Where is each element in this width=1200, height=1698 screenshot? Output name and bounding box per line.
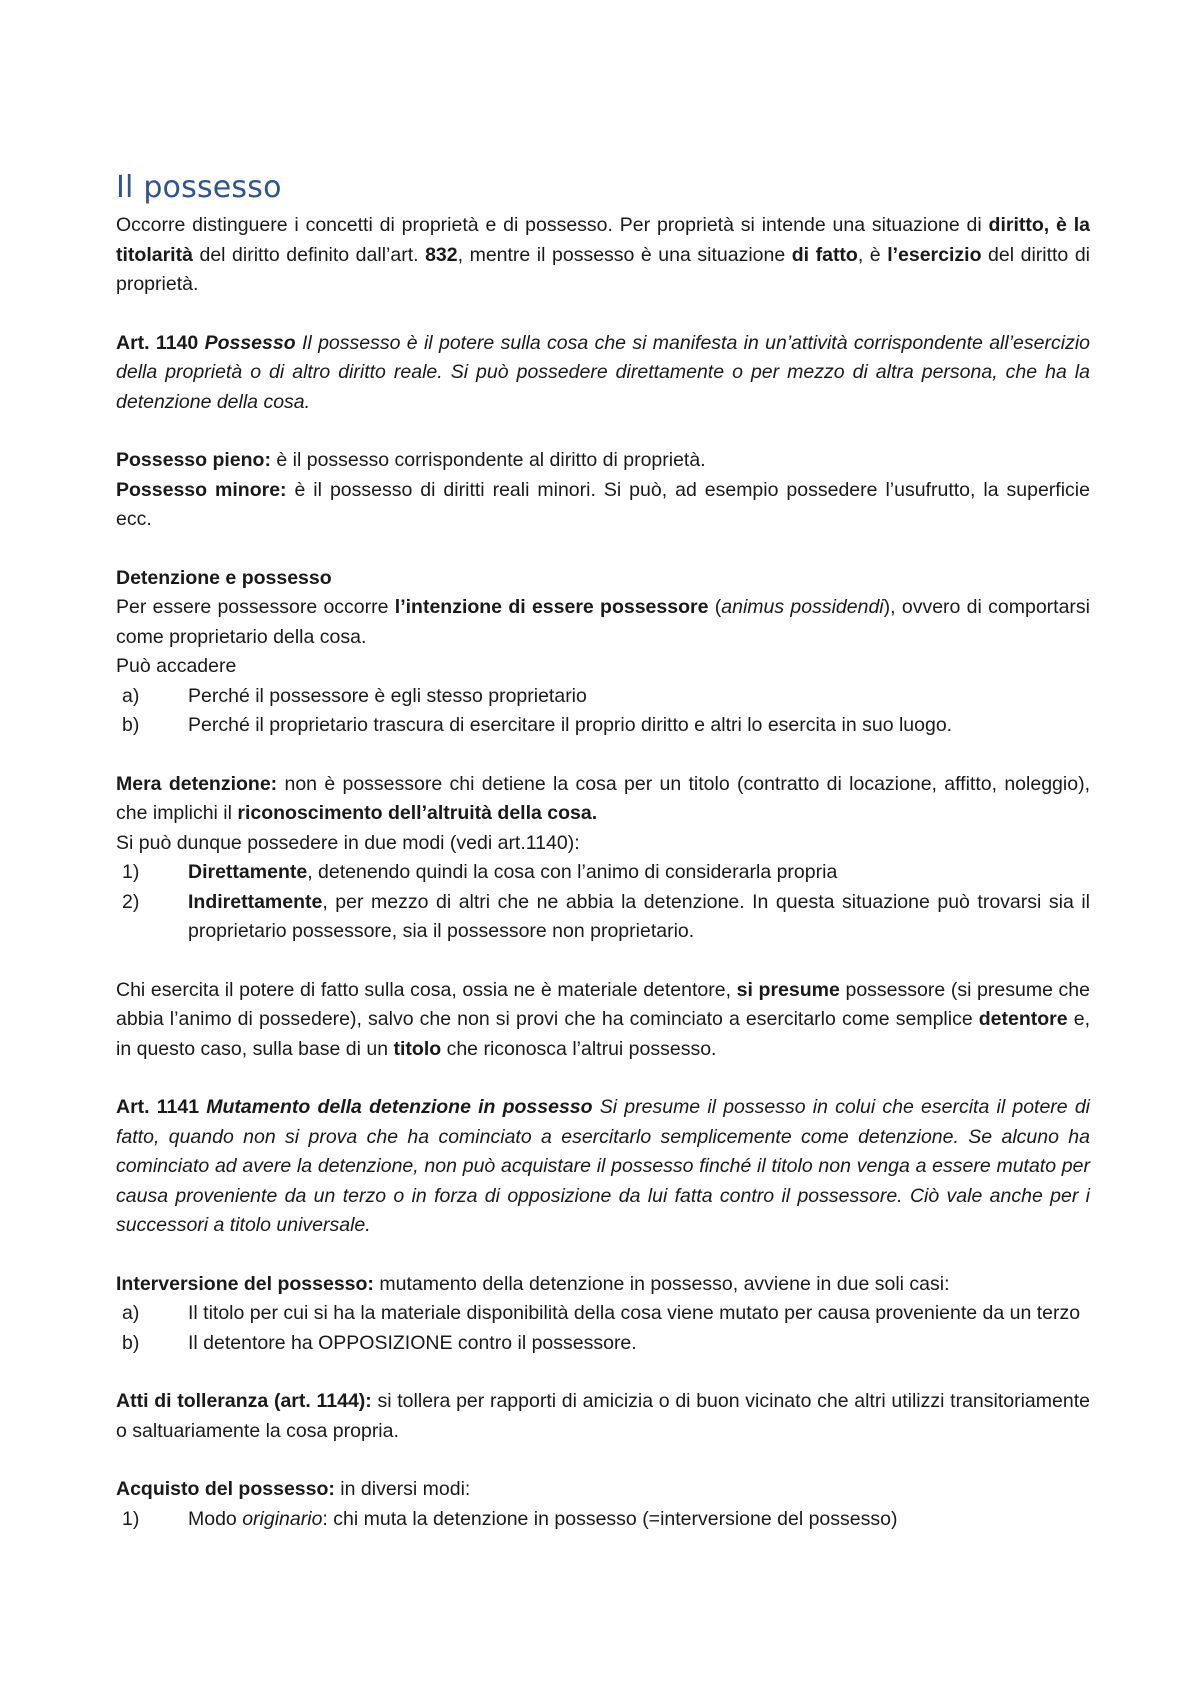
possesso-minore: Possesso minore: è il possesso di diritti reali minori. Si può, ad esempio possedere l’usufrutto, la superficie ecc. <box>116 478 1090 530</box>
section-heading-detenzione: Detenzione e possesso <box>116 566 332 589</box>
possesso-pieno: Possesso pieno: è il possesso corrispondente al diritto di proprietà. <box>116 449 706 471</box>
acquisto-list <box>116 1505 1090 1535</box>
mera-detenzione: Mera detenzione: non è possessore chi detiene la cosa per un titolo (contratto di locazione, affitto, noleggio), che implichi il riconoscimento dell’altruità della cosa. <box>116 772 1090 824</box>
article-1141: Art. 1141 Mutamento della detenzione in possesso Si presume il possesso in colui che esercita il potere di fatto, quando non si prova che ha cominciato a esercitarlo semplicemente come detenzione. Se alcuno ha cominciato ad avere la detenzione, non può acquistare il possesso finché il titolo non venga a essere mutato per causa proveniente da un terzo o in forza di opposizione da lui fatta contro il possessore. Ciò vale anche per i successori a titolo universale. <box>116 1096 1090 1236</box>
intro-paragraph: Occorre distinguere i concetti di proprietà e di possesso. Per proprietà si intende una situazione di diritto, è la titolarità del diritto definito dall’art. 832, mentre il possesso è una situazione di fatto, è l’esercizio del diritto di proprietà. <box>116 214 1090 295</box>
modi-list <box>116 858 1090 947</box>
due-modi-line: Si può dunque possedere in due modi (vedi art.1140): <box>116 831 580 854</box>
article-number: Art. 1141 <box>116 1096 200 1118</box>
article-name: Possesso <box>204 331 296 354</box>
article-number: Art. 1140 <box>116 331 199 354</box>
list-item: b) Il detentore ha OPPOSIZIONE contro il possessore. <box>122 1331 637 1354</box>
acquisto-paragraph: Acquisto del possesso: in diversi modi: <box>116 1478 471 1500</box>
accadere-line: Può accadere <box>116 655 237 677</box>
article-1140: Art. 1140 Possesso Il possesso è il potere sulla cosa che si manifesta in un’attività corrispondente all’esercizio della proprietà o di altro diritto reale. Si può possedere direttamente o per mezzo di altra persona, che ha la detenzione della cosa. <box>116 331 1090 413</box>
presunzione-paragraph: Chi esercita il potere di fatto sulla cosa, ossia ne è materiale detentore, si presume possessore (si presume che abbia l’animo di possedere), salvo che non si provi che ha cominciato a esercitarlo come semplice detentore e, in questo caso, sulla base di un titolo che riconosca l’altrui possesso. <box>116 978 1090 1060</box>
tolleranza-paragraph: Atti di tolleranza (art. 1144): si tollera per rapporti di amicizia o di buon vicinato che altri utilizzi transitoriamente o saltuariamente la cosa propria. <box>116 1390 1090 1442</box>
interversione-paragraph: Interversione del possesso: mutamento della detenzione in possesso, avviene in due soli casi: <box>116 1272 950 1295</box>
article-name: Mutamento della detenzione in possesso <box>206 1096 593 1118</box>
detenzione-paragraph: Per essere possessore occorre l’intenzione di essere possessore (animus possidendi), ovvero di comportarsi come proprietario della cosa. <box>116 596 1090 648</box>
page-title: Il possesso <box>116 170 282 205</box>
list-item: b) Perché il proprietario trascura di esercitare il proprio diritto e altri lo esercita in suo luogo. <box>122 714 953 736</box>
detenzione-list <box>116 682 1090 741</box>
list-item: 1) Direttamente, detenendo quindi la cosa con l’animo di considerarla propria <box>122 861 838 883</box>
interversione-list <box>116 1299 1090 1358</box>
list-item: a) Il titolo per cui si ha la materiale disponibilità della cosa viene mutato per causa proveniente da un terzo <box>122 1302 1081 1324</box>
list-item: a) Perché il possessore è egli stesso proprietario <box>122 684 587 707</box>
list-item: 2) Indirettamente, per mezzo di altri che ne abbia la detenzione. In questa situazione può trovarsi sia il proprietario possessore, sia il possessore non proprietario. <box>122 890 1090 942</box>
list-item: 1) Modo originario: chi muta la detenzione in possesso (=interversione del possesso) <box>122 1507 898 1530</box>
